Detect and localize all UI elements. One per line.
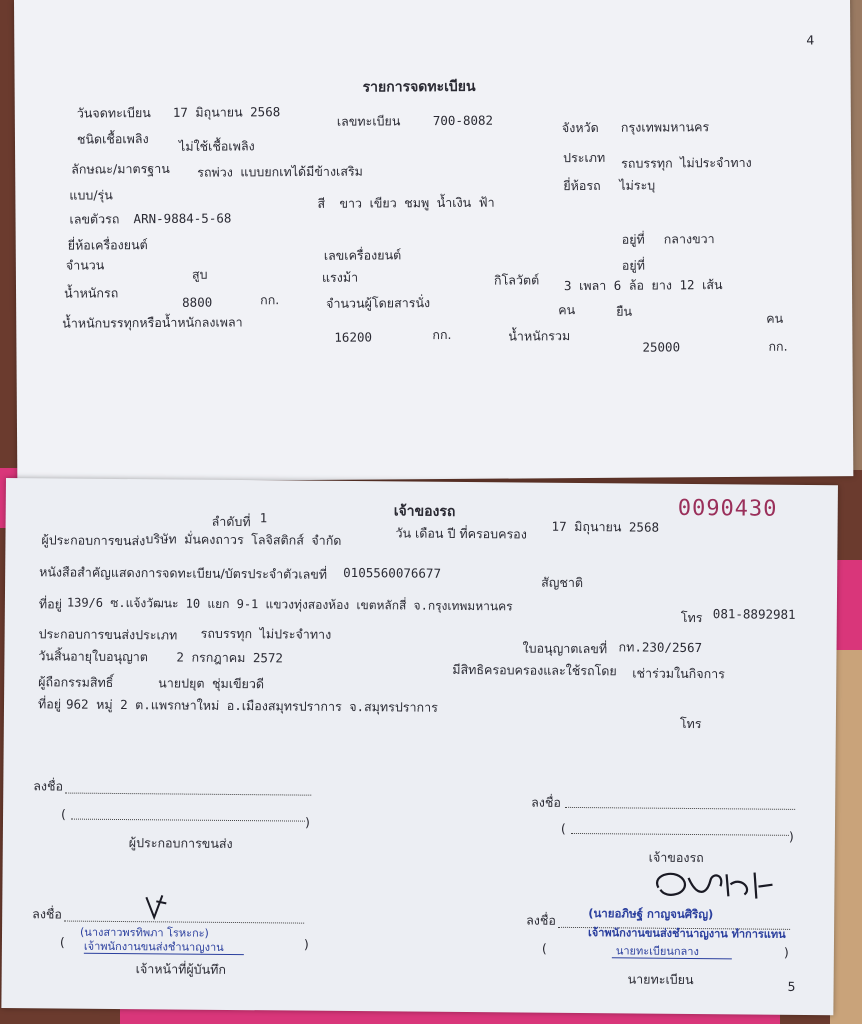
cylinder-label: สูบ	[191, 266, 208, 282]
doc-value: 0105560076677	[343, 564, 442, 581]
style-value: รถพ่วง แบบยกเทได้มีข้างเสริม	[197, 163, 363, 180]
type-value: รถบรรทุก ไม่ประจำทาง	[621, 154, 752, 171]
fuel-value: ไม่ใช้เชื้อเพลิง	[178, 138, 255, 154]
phone-value: 081-8892981	[712, 606, 796, 622]
doc-label: หนังสือสำคัญแสดงการจดทะเบียน/บัตรประจำตัวเลขที่	[39, 564, 328, 582]
chassis-label: เลขตัวรถ	[69, 211, 120, 227]
order-label: ลำดับที่	[211, 513, 251, 530]
operator-label: ผู้ประกอบการขนส่ง	[41, 532, 146, 549]
signature-2-line	[565, 807, 795, 810]
province-label: จังหวัด	[561, 119, 599, 136]
type-label: ประเภท	[563, 149, 606, 166]
brand-label: ยี่ห้อรถ	[563, 177, 601, 194]
weight-label: น้ำหนักรถ	[63, 285, 119, 301]
color-label: สี	[317, 195, 326, 211]
signature-4-stamp-1: เจ้าพนักงานขนส่งชำนาญงาน ทำการแทน	[587, 926, 786, 941]
persons-unit-sitting: คน	[558, 302, 576, 318]
phone-label: โทร	[680, 609, 703, 626]
signature-1-paren-close: )	[304, 814, 310, 830]
serial-number: 0090430	[677, 495, 778, 522]
province-value: กรุงเทพมหานคร	[620, 119, 710, 135]
signature-3-stamp: เจ้าพนักงานขนส่งชำนาญงาน	[83, 939, 224, 954]
registration-page	[14, 0, 853, 482]
chassis-location-value: กลางขวา	[663, 231, 715, 247]
total-weight-label: น้ำหนักรวม	[508, 328, 571, 344]
right-label: มีสิทธิครอบครองและใช้รถโดย	[452, 661, 617, 679]
owner-page	[1, 478, 838, 1015]
license-value: กท.230/2567	[618, 639, 703, 656]
operator-value: บริษัท มั่นคงถาวร โลจิสติกส์ จำกัด	[145, 531, 342, 548]
passengers-label: จำนวนผู้โดยสารนั่ง	[326, 295, 431, 311]
owner-label: ผู้ถือกรรมสิทธิ์	[38, 674, 114, 690]
signature-1-label: ลงชื่อ	[33, 778, 64, 794]
page-number: 4	[806, 32, 815, 48]
owner-address-label: ที่อยู่	[37, 696, 62, 712]
signature-3-name: (นางสาวพรทิพภา โรหะกะ)	[79, 925, 209, 940]
kilowatt-label: กิโลวัตต์	[493, 272, 540, 288]
transport-type-value: รถบรรทุก ไม่ประจำทาง	[200, 625, 332, 642]
standing-label: ยืน	[616, 303, 633, 319]
reg-date-value: 17 มิถุนายน 2568	[172, 104, 281, 120]
license-label: ใบอนุญาตเลขที่	[522, 640, 608, 657]
expire-value: 2 กรกฎาคม 2572	[176, 649, 284, 666]
signature-3-paren-open: (	[59, 934, 65, 950]
signature-1-paren-open: (	[61, 806, 67, 822]
page-title: รายการจดทะเบียน	[362, 78, 476, 96]
load-unit: กก.	[432, 326, 452, 343]
plate-label: เลขทะเบียน	[336, 113, 401, 129]
signature-4-paren-close: )	[783, 944, 789, 960]
chassis-location-label: อยู่ที่	[621, 231, 645, 247]
possess-date-value: 17 มิถุนายน 2568	[551, 518, 660, 535]
load-label: น้ำหนักบรรทุกหรือน้ำหนักลงเพลา	[62, 314, 243, 331]
signature-1-role: ผู้ประกอบการขนส่ง	[128, 835, 233, 851]
expire-label: วันสิ้นอายุใบอนุญาต	[38, 648, 148, 665]
signature-2-paren-close: )	[788, 828, 794, 844]
axles-value: 3 เพลา 6 ล้อ ยาง 12 เส้น	[563, 277, 723, 294]
brand-value: ไม่ระบุ	[619, 177, 656, 193]
total-weight-unit: กก.	[768, 338, 788, 354]
address-value: 139/6 ซ.แจ้งวัฒนะ 10 แยก 9-1 แขวงทุ่งสองห้อง เขตหลักสี่ จ.กรุงเทพมหานคร	[66, 595, 513, 614]
possess-date-label: วัน เดือน ปี ที่ครอบครอง	[395, 525, 527, 542]
signature-4-label: ลงชื่อ	[526, 912, 556, 928]
signature-4-name: (นายอภิษฐ์ กาญจนศิริญ)	[588, 906, 714, 922]
owner-address-value: 962 หมู่ 2 ต.แพรกษาใหม่ อ.เมืองสมุทรปราการ จ.สมุทรปราการ	[65, 696, 438, 715]
count-label: จำนวน	[65, 257, 105, 273]
signature-1-name-line	[71, 819, 305, 822]
address-label: ที่อยู่	[38, 596, 63, 612]
right-value: เช่าร่วมในกิจการ	[632, 665, 725, 682]
signature-4-paren-open: (	[541, 940, 547, 956]
signature-3-label: ลงชื่อ	[32, 906, 63, 922]
signature-2-name-line	[571, 833, 789, 836]
weight-unit: กก.	[260, 292, 280, 308]
fuel-label: ชนิดเชื้อเพลิง	[76, 131, 149, 147]
page-number: 5	[787, 978, 796, 994]
horsepower-label: แรงม้า	[321, 269, 359, 285]
owner-phone-label: โทร	[679, 715, 702, 732]
nationality-label: สัญชาติ	[541, 574, 584, 591]
plate-value: 700-8082	[432, 112, 494, 129]
signature-4-stamp-2: นายทะเบียนกลาง	[615, 944, 699, 959]
signature-3-line	[64, 921, 304, 924]
load-value: 16200	[334, 329, 373, 345]
signature-2-label: ลงชื่อ	[531, 794, 562, 810]
engine-location-label: อยู่ที่	[621, 257, 645, 273]
order-value: 1	[259, 510, 268, 526]
staff-signature	[142, 891, 172, 921]
transport-type-label: ประกอบการขนส่งประเภท	[38, 626, 178, 643]
signature-2-role: เจ้าของรถ	[648, 849, 704, 866]
color-value: ขาว เขียว ชมพู น้ำเงิน ฟ้า	[339, 194, 495, 211]
signature-3-paren-close: )	[303, 936, 309, 952]
signature-2-paren-open: (	[560, 820, 566, 836]
style-label: ลักษณะ/มาตรฐาน	[71, 160, 170, 177]
owner-signature	[648, 866, 778, 907]
engine-no-label: เลขเครื่องยนต์	[323, 247, 402, 263]
chassis-value: ARN-9884-5-68	[133, 210, 232, 227]
persons-unit-standing: คน	[766, 310, 784, 326]
owner-value: นายปยุต ชุ่มเขียวดี	[158, 675, 265, 692]
signature-3-role: เจ้าหน้าที่ผู้บันทึก	[135, 961, 227, 977]
section-title: เจ้าของรถ	[393, 503, 456, 520]
signature-1-line	[65, 793, 311, 796]
weight-value: 8800	[182, 294, 213, 310]
signature-4-role: นายทะเบียน	[627, 971, 694, 988]
model-label: แบบ/รุ่น	[69, 187, 113, 203]
reg-date-label: วันจดทะเบียน	[76, 105, 151, 121]
engine-brand-label: ยี่ห้อเครื่องยนต์	[67, 237, 148, 253]
total-weight-value: 25000	[642, 339, 681, 355]
